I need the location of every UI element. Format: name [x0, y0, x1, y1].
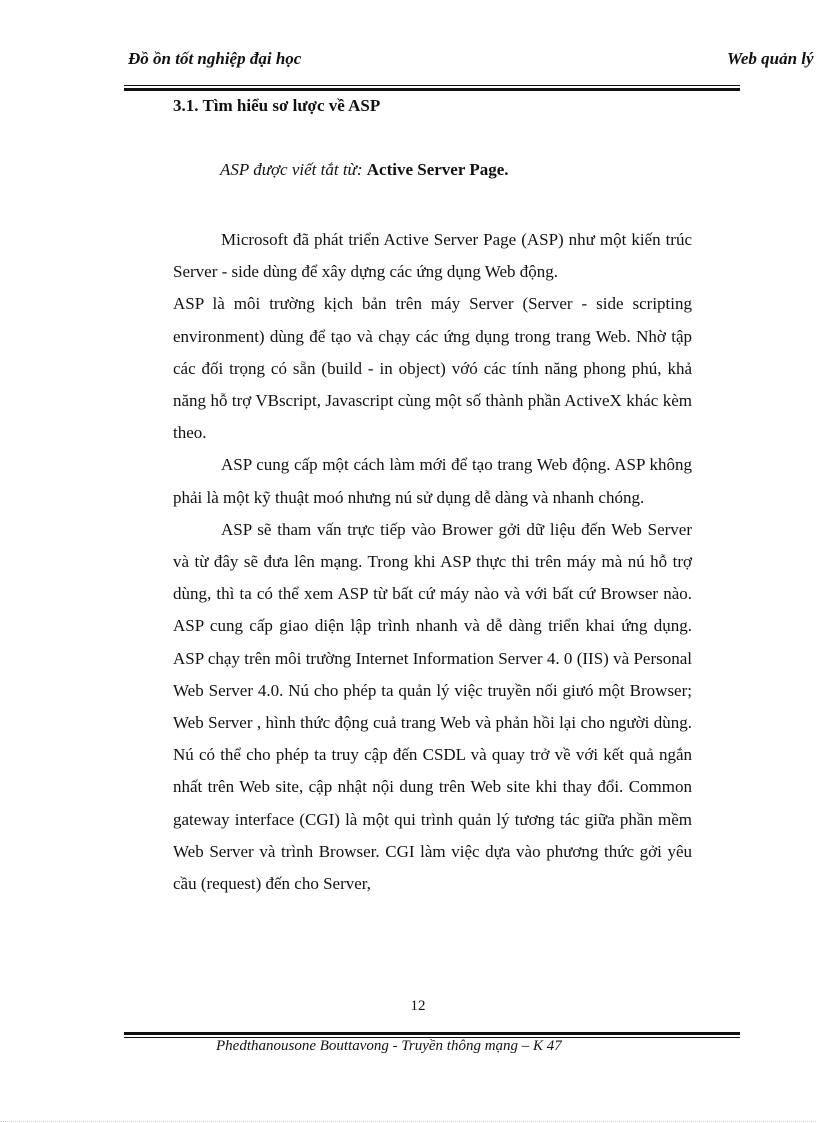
intro-label: ASP được viết tắt từ: [220, 160, 363, 179]
section-title: 3.1. Tìm hiểu sơ lược về ASP [173, 96, 381, 115]
page-bottom-edge [0, 1121, 816, 1122]
page-number: 12 [410, 998, 426, 1014]
footer-author-line: Phedthanousone Bouttavong - Truyền thông mạng – K 47 [216, 1038, 562, 1054]
paragraph-4: ASP sẽ tham vấn trực tiếp vào Brower gởi dữ liệu đến Web Server và từ đây sẽ đưa lên mạng. Trong khi ASP thực thi trên máy mà nú hỗ trợ dùng, thì ta có thể xem ASP từ bất cứ máy nào và với bất cứ Browser nào. ASP cung cấp giao diện lập trình nhanh và dễ dàng triển khai ứng dụng. ASP chạy trên môi trường Internet Information Server 4. 0 (IIS) và Personal Web Server 4.0. Nú cho phép ta quản lý việc truyền nối giưó một Browser; Web Server , hình thức động cuả trang Web và phản hồi lại cho người dùng. Nú có thể cho phép ta truy cập đến CSDL và quay trở về với kết quả ngắn nhất trên Web site, cập nhật nội dung trên Web site khi thay đổi. Common gateway interface (CGI) là một qui trình quản lý tương tác giữa phần mềm Web Server và trình Browser. CGI làm việc dựa vào phương thức gởi yêu cầu (request) đến cho Server, [173, 519, 692, 894]
paragraph-1: Microsoft đã phát triển Active Server Page (ASP) như một kiến trúc Server - side dùng để xây dựng các ứng dụng Web động. [173, 230, 692, 282]
intro-line [220, 160, 509, 180]
header-rule-thick [124, 88, 740, 91]
paragraph-3: ASP cung cấp một cách làm mới để tạo trang Web động. ASP không phải là một kỹ thuật moó nhưng nú sử dụng dễ dàng và nhanh chóng. [173, 455, 692, 507]
header-rule-thin [124, 85, 740, 86]
intro-value: Active Server Page. [366, 160, 509, 179]
running-header-right: Web quản lý [727, 49, 814, 68]
footer-rule-thick [124, 1032, 740, 1035]
paragraph-2: ASP là môi trường kịch bản trên máy Server (Server - side scripting environment) dùng để tạo và chạy các ứng dụng trong trang Web. Nhờ tập các đối trọng có sẵn (build - in object) vớó các tính năng phong phú, khả năng hỗ trợ VBscript, Javascript cùng một số thành phần ActiveX khác kèm theo. [173, 294, 692, 443]
running-header-left: Đồ ồn tốt nghiệp đại học [128, 49, 302, 68]
body-text [173, 224, 692, 900]
